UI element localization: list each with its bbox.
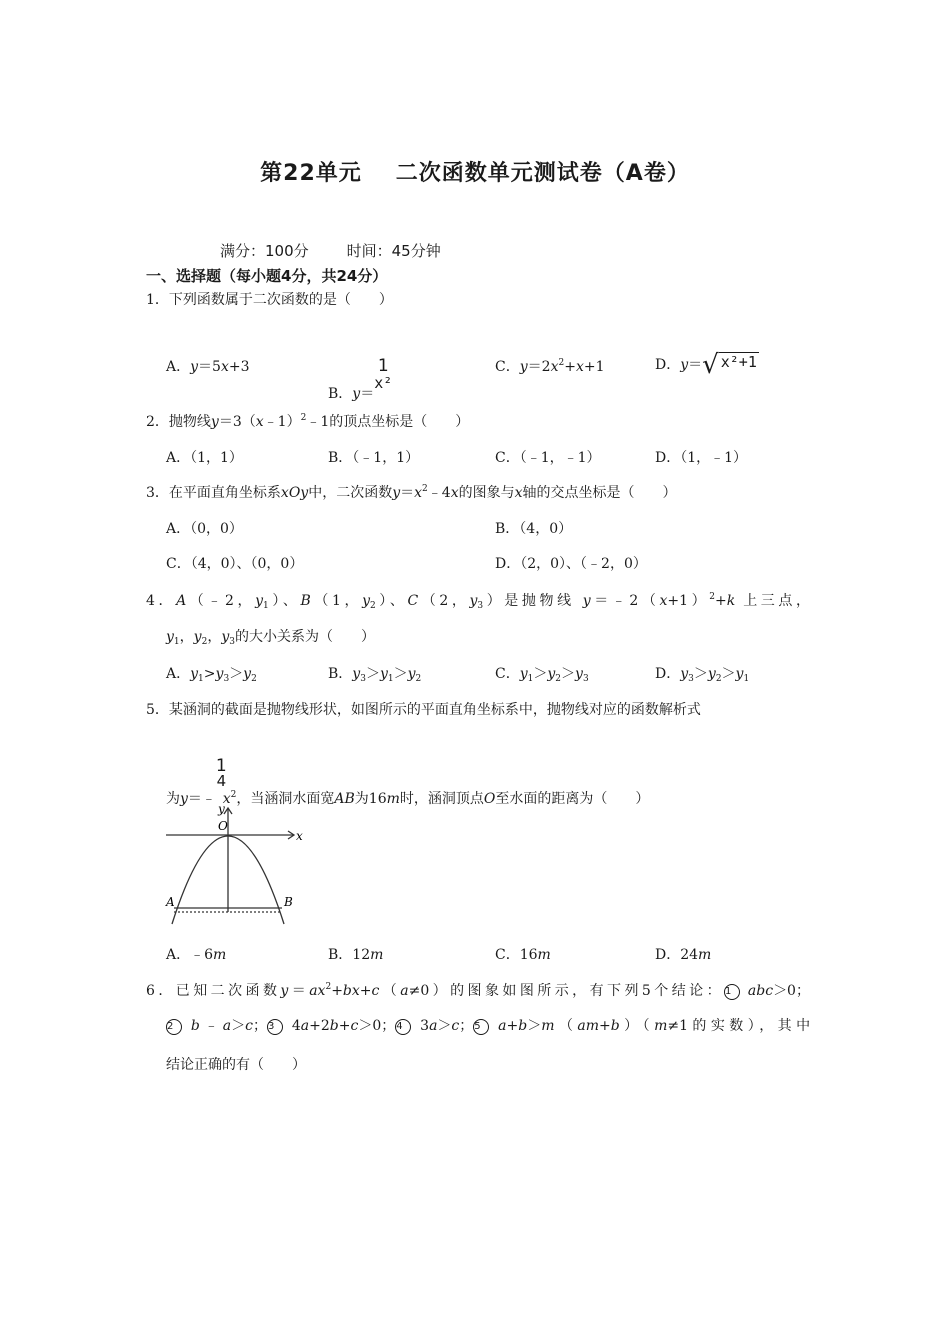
question-6-stem-line1: 6．已知二次函数$y=ax^2+bx+c(a\ne 0)$的图象如图所示，有下列5个结论：1 abc＞0； [146,982,810,999]
question-5-stem-line2: 为y＝﹣ 1 4 $x^2$，当涵洞水面宽AB为16m时，涵洞顶点O至水面的距离为（ ） [166,756,650,807]
title-name: 二次函数单元测试卷（A卷） [395,161,690,186]
q5-option-c: C．16m [495,947,551,963]
q2-option-d: D．（1，﹣1） [655,450,748,466]
q5-option-a: A．﹣6m [166,947,227,963]
x-axis-label: x [296,829,303,843]
q3-option-c: C．（4，0）、（0，0） [166,556,304,572]
q3-option-a: A．（0，0） [166,521,243,537]
q2-option-b: B．（﹣1，1） [328,450,420,466]
q1-option-d: D．y＝√ x²+1 [655,350,757,380]
q5-fraction: 1 4 [215,756,227,790]
title-unit: 第22单元 [260,161,362,186]
q1-sqrt-radicand: x²+1 [720,353,757,371]
question-4-stem-line1: 4．A（﹣2，$y_1$）、B（1，$y_2$）、C（2，$y_3$）是抛物线 $y=﹣2(x+1)^2+k$ 上三点， [146,592,810,611]
page-title [0,156,950,187]
q4-option-b: B．$y_3>y_1>y_2$ [328,666,422,684]
question-2-stem: 2．抛物线y＝3（x﹣1）$^2$﹣1的顶点坐标是（ ） [146,413,470,430]
q1-option-b: B．y＝ 1 x² [328,356,393,402]
q4-option-a: A．$y_1>y_3>y_2$ [166,666,257,684]
exam-meta [220,240,441,261]
section-heading: 一、选择题（每小题4分，共24分） [146,267,388,285]
q3-option-b: B．（4，0） [495,521,573,537]
origin-label: O [218,819,228,833]
y-axis-label: y [218,802,225,816]
question-5-stem-line1: 5．某涵洞的截面是抛物线形状，如图所示的平面直角坐标系中，抛物线对应的函数解析式 [146,702,701,718]
question-4-stem-line2: $y_1$，$y_2$，$y_3$的大小关系为（ ） [166,629,375,647]
question-6-stem-line2: 2 b﹣a＞c；3 4a+2b+c＞0；4 3a＞c；5 a+b＞m（am+b）（m≠1的实数），其中 [167,1018,811,1034]
q5-option-d: D．24m [655,947,712,963]
point-b-label: B [284,895,293,909]
time-limit: 时间：45分钟 [346,242,441,260]
q1-option-a: A．y＝5x+3 [166,359,250,375]
culvert-parabola-figure [160,800,310,928]
question-1-stem: 1．下列函数属于二次函数的是（ ） [146,292,393,308]
question-3-stem: 3．在平面直角坐标系xOy中，二次函数$y=x^2﹣4x$的图象与x轴的交点坐标是（ ） [146,484,677,501]
q1-option-c: C．$y=2x^2+x+1$ [495,358,605,375]
q2-option-c: C．（﹣1，﹣1） [495,450,601,466]
full-score: 满分：100分 [220,242,309,260]
q3-option-d: D．（2，0）、（﹣2，0） [495,556,647,572]
q4-option-c: C．$y_1>y_2>y_3$ [495,666,589,684]
q5-option-b: B．12m [328,947,384,963]
point-a-label: A [166,895,175,909]
q2-option-a: A．（1，1） [166,450,243,466]
q1-fraction: 1 x² [374,356,393,392]
q4-option-d: D．$y_3>y_2>y_1$ [655,666,750,684]
question-6-stem-line3: 结论正确的有（ ） [166,1057,306,1073]
